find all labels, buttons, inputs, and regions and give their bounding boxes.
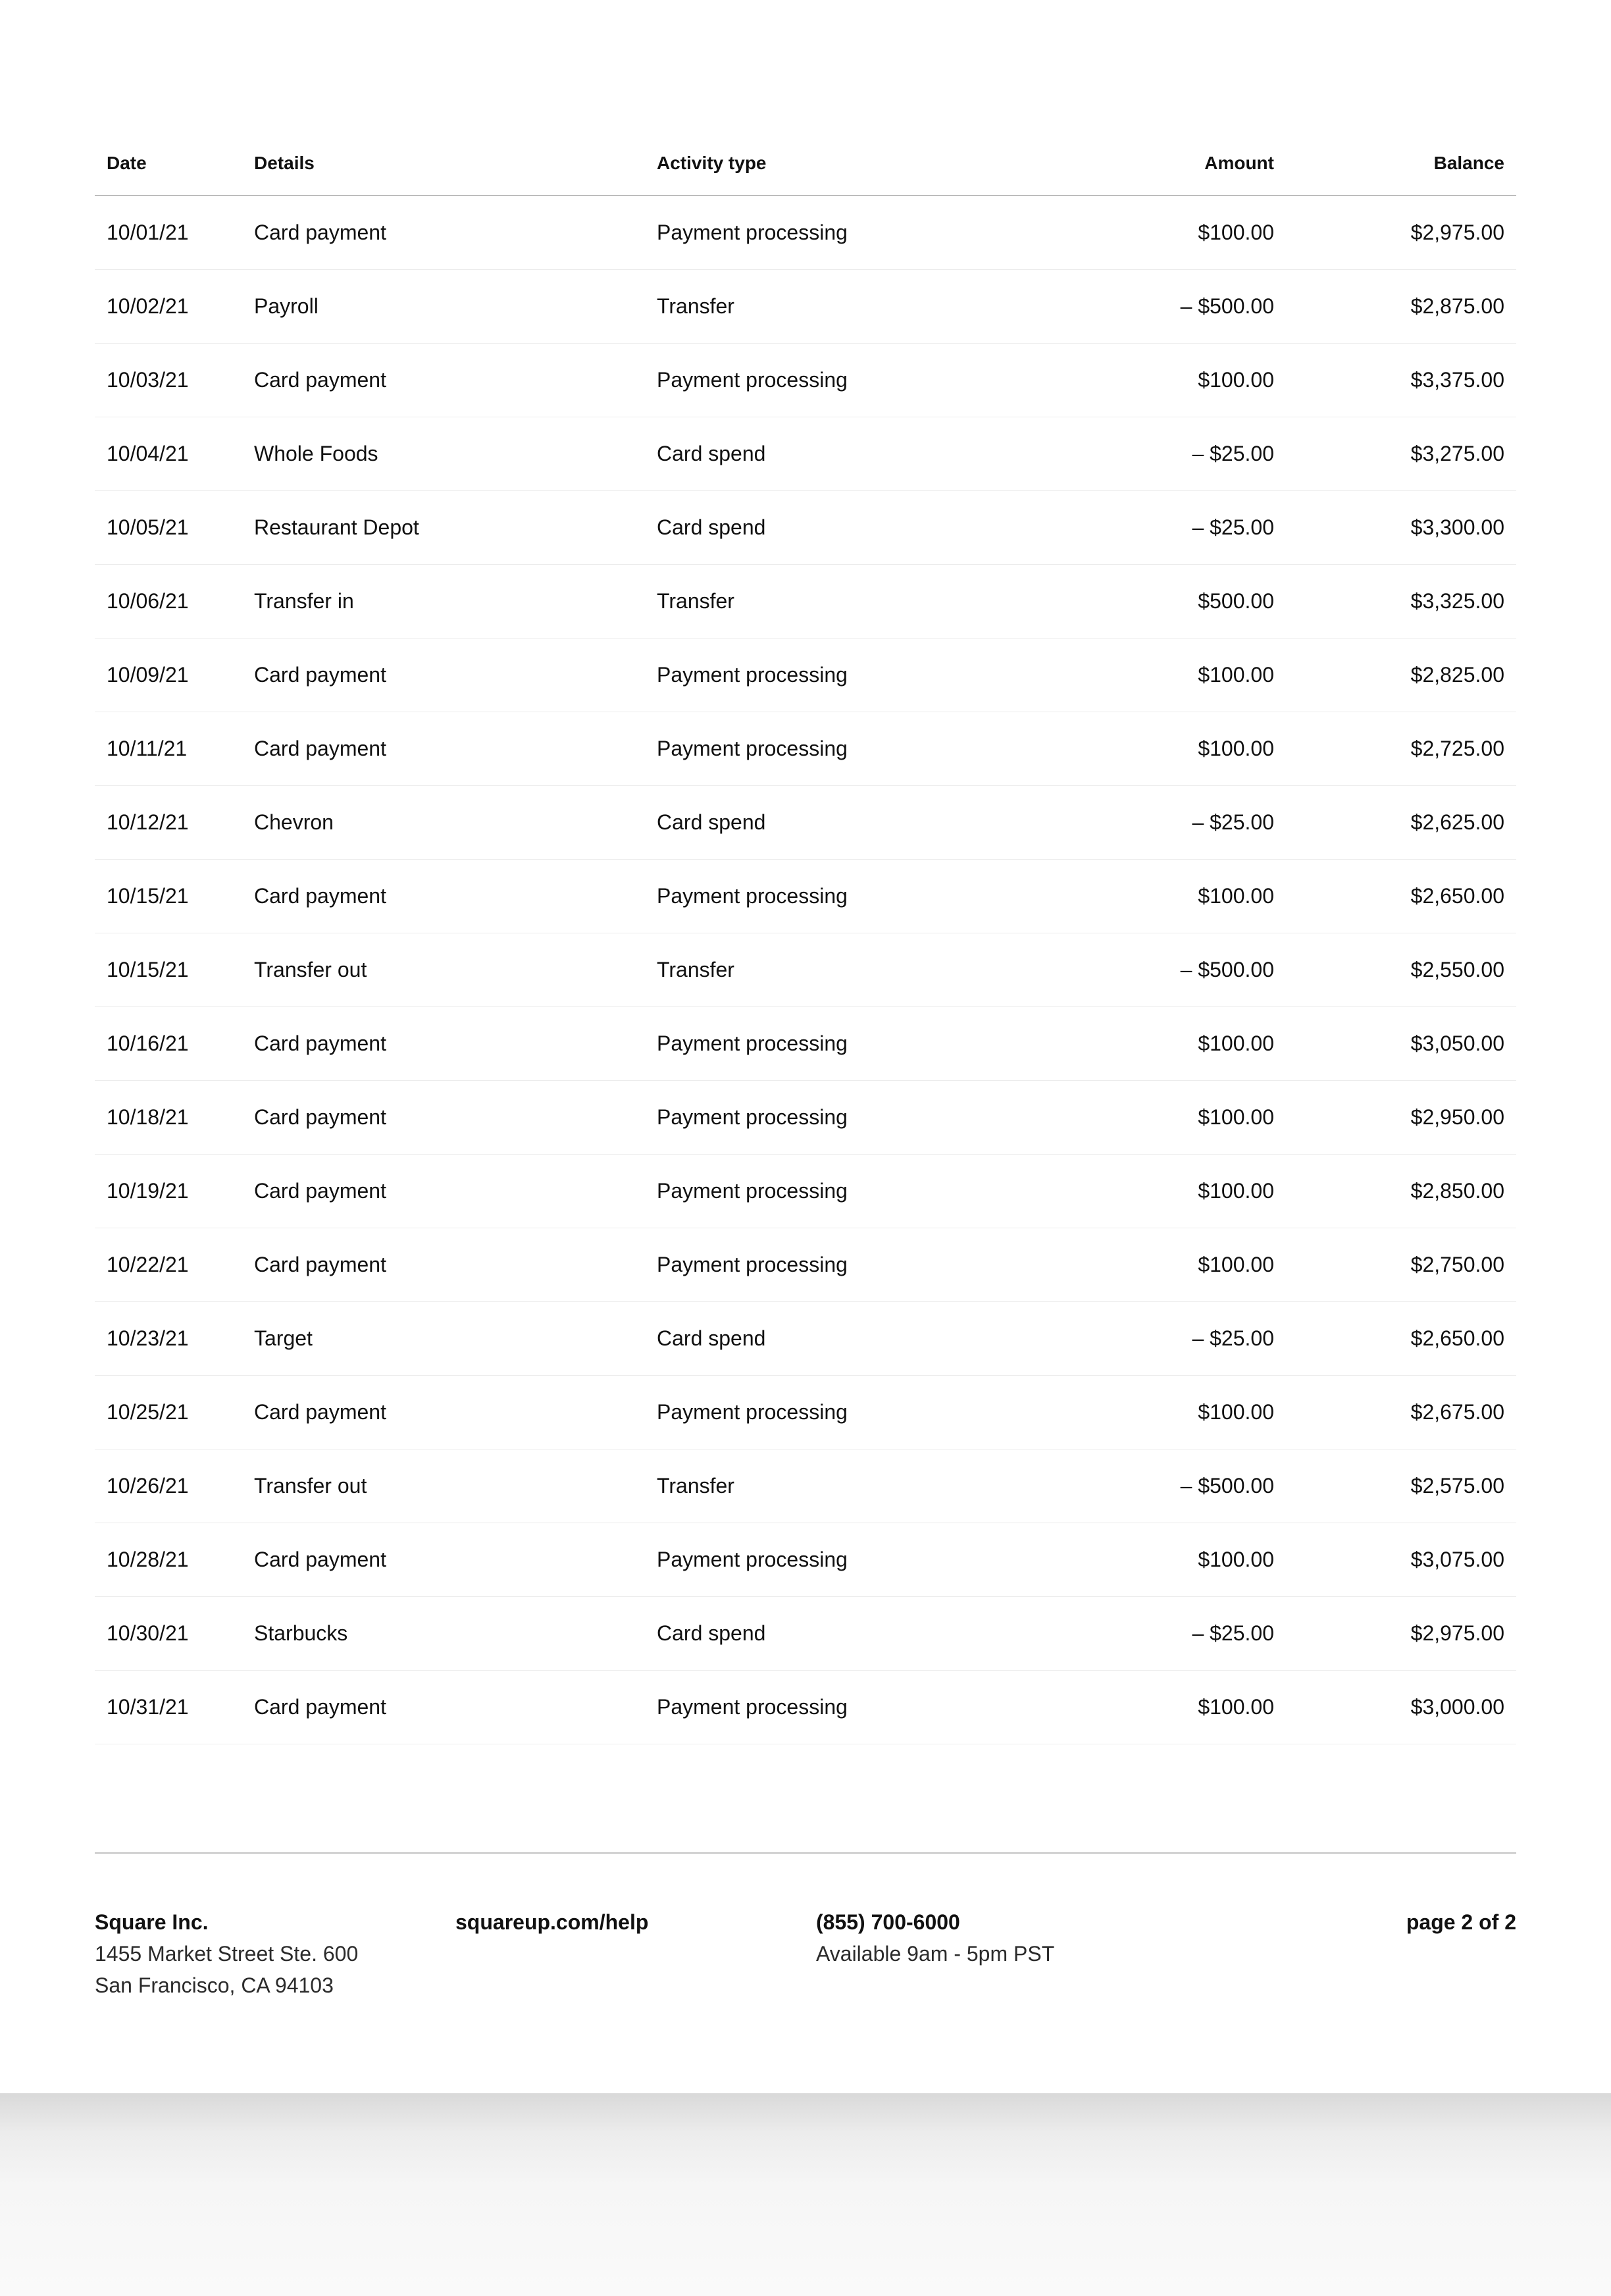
cell-amount: $100.00 — [1113, 1007, 1286, 1081]
table-row — [95, 860, 1516, 933]
cell-activity-type: Payment processing — [645, 1671, 1113, 1744]
table-header-row — [95, 132, 1516, 196]
cell-date: 10/06/21 — [95, 565, 242, 639]
column-header-date: Date — [95, 132, 242, 196]
table-row — [95, 1302, 1516, 1376]
cell-amount: $100.00 — [1113, 860, 1286, 933]
cell-date: 10/30/21 — [95, 1597, 242, 1671]
table-row — [95, 786, 1516, 860]
cell-date: 10/26/21 — [95, 1449, 242, 1523]
cell-details: Starbucks — [242, 1597, 645, 1671]
cell-activity-type: Transfer — [645, 933, 1113, 1007]
table-row — [95, 1597, 1516, 1671]
cell-date: 10/04/21 — [95, 417, 242, 491]
cell-balance: $2,975.00 — [1286, 196, 1516, 270]
table-row — [95, 712, 1516, 786]
table-row — [95, 196, 1516, 270]
footer-phone-block — [816, 1906, 1054, 1970]
cell-details: Card payment — [242, 639, 645, 712]
page-indicator: page 2 of 2 — [1406, 1910, 1516, 1934]
table-row — [95, 639, 1516, 712]
table-row — [95, 565, 1516, 639]
table-row — [95, 933, 1516, 1007]
cell-balance: $2,575.00 — [1286, 1449, 1516, 1523]
column-header-amount: Amount — [1113, 132, 1286, 196]
cell-amount: $100.00 — [1113, 344, 1286, 417]
support-phone: (855) 700-6000 — [816, 1910, 960, 1934]
cell-date: 10/28/21 — [95, 1523, 242, 1597]
cell-balance: $2,750.00 — [1286, 1228, 1516, 1302]
footer-divider — [95, 1852, 1516, 1854]
cell-details: Card payment — [242, 1376, 645, 1449]
cell-details: Transfer out — [242, 1449, 645, 1523]
cell-balance: $3,075.00 — [1286, 1523, 1516, 1597]
cell-balance: $3,300.00 — [1286, 491, 1516, 565]
cell-details: Card payment — [242, 860, 645, 933]
cell-date: 10/19/21 — [95, 1155, 242, 1228]
table-row — [95, 1007, 1516, 1081]
cell-details: Whole Foods — [242, 417, 645, 491]
cell-amount: $100.00 — [1113, 196, 1286, 270]
cell-amount: – $500.00 — [1113, 933, 1286, 1007]
column-header-activity-type: Activity type — [645, 132, 1113, 196]
cell-date: 10/09/21 — [95, 639, 242, 712]
cell-amount: $100.00 — [1113, 1376, 1286, 1449]
cell-balance: $2,675.00 — [1286, 1376, 1516, 1449]
cell-amount: $100.00 — [1113, 1523, 1286, 1597]
cell-balance: $2,650.00 — [1286, 1302, 1516, 1376]
cell-activity-type: Card spend — [645, 491, 1113, 565]
cell-date: 10/15/21 — [95, 860, 242, 933]
cell-details: Transfer out — [242, 933, 645, 1007]
cell-details: Target — [242, 1302, 645, 1376]
table-row — [95, 1155, 1516, 1228]
cell-details: Card payment — [242, 1007, 645, 1081]
cell-date: 10/11/21 — [95, 712, 242, 786]
cell-amount: $100.00 — [1113, 639, 1286, 712]
table-row — [95, 1081, 1516, 1155]
cell-amount: – $25.00 — [1113, 1302, 1286, 1376]
company-address-line2: San Francisco, CA 94103 — [95, 1973, 334, 1997]
cell-balance: $2,550.00 — [1286, 933, 1516, 1007]
cell-balance: $3,325.00 — [1286, 565, 1516, 639]
cell-amount: $100.00 — [1113, 1081, 1286, 1155]
cell-date: 10/16/21 — [95, 1007, 242, 1081]
cell-balance: $3,375.00 — [1286, 344, 1516, 417]
cell-amount: $100.00 — [1113, 1228, 1286, 1302]
page-shadow — [0, 2093, 1611, 2296]
table-row — [95, 270, 1516, 344]
cell-balance: $2,875.00 — [1286, 270, 1516, 344]
table-row — [95, 344, 1516, 417]
table-row — [95, 1228, 1516, 1302]
cell-activity-type: Payment processing — [645, 196, 1113, 270]
cell-amount: – $25.00 — [1113, 491, 1286, 565]
cell-details: Chevron — [242, 786, 645, 860]
cell-activity-type: Payment processing — [645, 1155, 1113, 1228]
cell-activity-type: Payment processing — [645, 639, 1113, 712]
cell-activity-type: Payment processing — [645, 1007, 1113, 1081]
cell-balance: $2,950.00 — [1286, 1081, 1516, 1155]
cell-activity-type: Payment processing — [645, 860, 1113, 933]
cell-date: 10/02/21 — [95, 270, 242, 344]
cell-balance: $2,650.00 — [1286, 860, 1516, 933]
cell-date: 10/18/21 — [95, 1081, 242, 1155]
cell-amount: – $500.00 — [1113, 1449, 1286, 1523]
cell-date: 10/23/21 — [95, 1302, 242, 1376]
cell-details: Card payment — [242, 344, 645, 417]
table-row — [95, 1449, 1516, 1523]
cell-amount: $500.00 — [1113, 565, 1286, 639]
cell-details: Restaurant Depot — [242, 491, 645, 565]
cell-date: 10/25/21 — [95, 1376, 242, 1449]
cell-amount: – $25.00 — [1113, 417, 1286, 491]
footer-page-block — [1406, 1906, 1516, 1938]
help-link[interactable]: squareup.com/help — [455, 1910, 649, 1934]
cell-details: Payroll — [242, 270, 645, 344]
cell-details: Card payment — [242, 1155, 645, 1228]
cell-details: Card payment — [242, 712, 645, 786]
table-row — [95, 1523, 1516, 1597]
cell-date: 10/03/21 — [95, 344, 242, 417]
table-row — [95, 491, 1516, 565]
cell-date: 10/31/21 — [95, 1671, 242, 1744]
support-hours: Available 9am - 5pm PST — [816, 1942, 1055, 1966]
cell-amount: – $25.00 — [1113, 1597, 1286, 1671]
cell-balance: $2,850.00 — [1286, 1155, 1516, 1228]
cell-date: 10/05/21 — [95, 491, 242, 565]
cell-details: Transfer in — [242, 565, 645, 639]
cell-amount: – $25.00 — [1113, 786, 1286, 860]
table-row — [95, 417, 1516, 491]
cell-activity-type: Payment processing — [645, 1081, 1113, 1155]
transactions-table — [95, 132, 1516, 1744]
cell-balance: $2,625.00 — [1286, 786, 1516, 860]
cell-amount: $100.00 — [1113, 1155, 1286, 1228]
cell-activity-type: Payment processing — [645, 1228, 1113, 1302]
cell-activity-type: Payment processing — [645, 344, 1113, 417]
cell-activity-type: Payment processing — [645, 712, 1113, 786]
company-address-line1: 1455 Market Street Ste. 600 — [95, 1942, 359, 1966]
cell-activity-type: Payment processing — [645, 1523, 1113, 1597]
column-header-balance: Balance — [1286, 132, 1516, 196]
cell-activity-type: Card spend — [645, 786, 1113, 860]
cell-details: Card payment — [242, 1671, 645, 1744]
column-header-details: Details — [242, 132, 645, 196]
table-row — [95, 1376, 1516, 1449]
cell-activity-type: Transfer — [645, 270, 1113, 344]
cell-amount: $100.00 — [1113, 712, 1286, 786]
cell-date: 10/01/21 — [95, 196, 242, 270]
company-name: Square Inc. — [95, 1910, 209, 1934]
cell-date: 10/22/21 — [95, 1228, 242, 1302]
cell-balance: $2,975.00 — [1286, 1597, 1516, 1671]
cell-date: 10/15/21 — [95, 933, 242, 1007]
cell-balance: $2,825.00 — [1286, 639, 1516, 712]
cell-details: Card payment — [242, 1228, 645, 1302]
cell-activity-type: Card spend — [645, 417, 1113, 491]
cell-balance: $3,000.00 — [1286, 1671, 1516, 1744]
cell-date: 10/12/21 — [95, 786, 242, 860]
footer-company-block — [95, 1906, 358, 2001]
cell-activity-type: Transfer — [645, 1449, 1113, 1523]
cell-amount: – $500.00 — [1113, 270, 1286, 344]
cell-balance: $3,050.00 — [1286, 1007, 1516, 1081]
transactions-body — [95, 196, 1516, 1744]
cell-details: Card payment — [242, 1081, 645, 1155]
footer-help-block — [455, 1906, 648, 1938]
table-row — [95, 1671, 1516, 1744]
cell-amount: $100.00 — [1113, 1671, 1286, 1744]
cell-balance: $2,725.00 — [1286, 712, 1516, 786]
cell-balance: $3,275.00 — [1286, 417, 1516, 491]
cell-details: Card payment — [242, 196, 645, 270]
cell-activity-type: Payment processing — [645, 1376, 1113, 1449]
cell-activity-type: Transfer — [645, 565, 1113, 639]
cell-activity-type: Card spend — [645, 1597, 1113, 1671]
cell-details: Card payment — [242, 1523, 645, 1597]
cell-activity-type: Card spend — [645, 1302, 1113, 1376]
